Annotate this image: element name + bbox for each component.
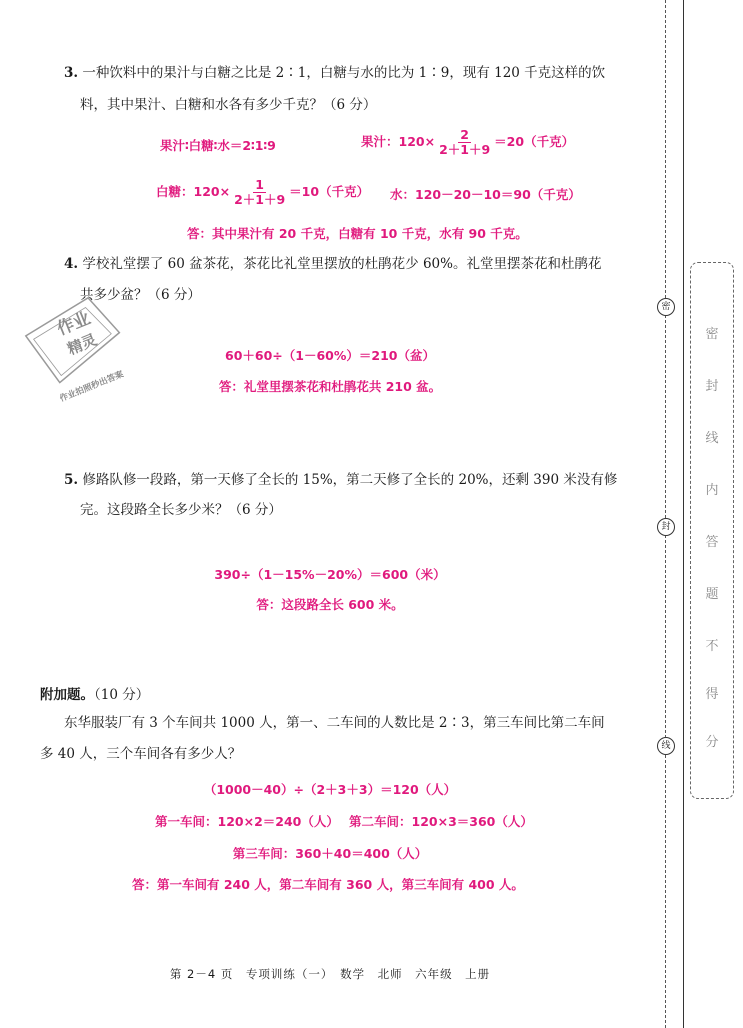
answer-final-q5: 答：这段路全长 600 米。 xyxy=(256,597,404,612)
bonus-heading xyxy=(40,685,149,705)
watermark-stamp xyxy=(12,288,140,408)
question-text: 一种饮料中的果汁与白糖之比是 2∶1，白糖与水的比为 1∶9，现有 120 千克这样的饮 xyxy=(82,65,606,81)
answer-workshop2: 第二车间：120×3＝360（人） xyxy=(349,814,533,829)
question-3-line2: 料，其中果汁、白糖和水各有多少千克？（6 分） xyxy=(80,97,377,113)
seal-char: 密 xyxy=(705,327,719,342)
answer-juice: 果汁：120× $\frac{2}{2+1+9}$ ＝20（千克） xyxy=(361,127,575,157)
seal-circle-1: 密 xyxy=(657,298,675,316)
fraction: $\frac{2}{2+1+9}$ xyxy=(439,127,491,157)
answer-sugar: 白糖：120× $\frac{1}{2+1+9}$ ＝10（千克） xyxy=(156,177,370,207)
bonus-score: （10 分） xyxy=(94,687,150,703)
answer-workshop1: 第一车间：120×2＝240（人） xyxy=(155,814,339,829)
seal-char: 线 xyxy=(705,431,719,446)
answer-calc-q5: 390÷（1－15%－20%）＝600（米） xyxy=(214,567,446,582)
answer-calc-bonus: （1000－40）÷（2＋3＋3）＝120（人） xyxy=(203,782,457,797)
seal-char: 分 xyxy=(705,735,719,750)
question-3 xyxy=(64,63,605,83)
question-4-line2: 共多少盆？（6 分） xyxy=(80,287,201,303)
page-footer: 第 2－4 页 专项训练（一） 数学 北师 六年级 上册 xyxy=(169,967,491,981)
question-4 xyxy=(64,254,601,274)
seal-char: 题 xyxy=(705,587,719,602)
seal-notice-box xyxy=(690,262,734,799)
question-number: 3. xyxy=(64,65,79,81)
bonus-line1: 东华服装厂有 3 个车间共 1000 人，第一、二车间的人数比是 2∶3，第三车间比第二车间 xyxy=(64,715,605,731)
stamp-line3: 作业拍照秒出答案 xyxy=(58,369,126,405)
bonus-title: 附加题。 xyxy=(40,687,94,703)
fraction: $\frac{1}{2+1+9}$ xyxy=(234,177,286,207)
question-number: 5. xyxy=(64,472,79,488)
question-text: 学校礼堂摆了 60 盆茶花，茶花比礼堂里摆放的杜鹃花少 60%。礼堂里摆茶花和杜鹃花 xyxy=(82,256,602,272)
seal-char: 不 xyxy=(705,639,719,654)
answer-final-q3: 答：其中果汁有 20 千克，白糖有 10 千克，水有 90 千克。 xyxy=(187,226,528,241)
cut-line xyxy=(665,0,666,1028)
answer-calc-q4: 60＋60÷（1－60%）＝210（盆） xyxy=(225,348,435,363)
answer-water: 水：120－20－10＝90（千克） xyxy=(390,187,581,202)
bonus-line2: 多 40 人，三个车间各有多少人？ xyxy=(40,746,242,762)
seal-char: 内 xyxy=(705,483,719,498)
question-text: 修路队修一段路，第一天修了全长的 15%，第二天修了全长的 20%，还剩 390 米没有修 xyxy=(82,472,618,488)
stamp-line1: 作业 xyxy=(54,308,94,340)
answer-workshop3: 第三车间：360＋40＝400（人） xyxy=(232,846,428,861)
answer-ratio: 果汁∶白糖∶水＝2∶1∶9 xyxy=(160,138,276,153)
margin-line xyxy=(683,0,684,1028)
seal-circle-2: 封 xyxy=(657,518,675,536)
answer-final-q4: 答：礼堂里摆茶花和杜鹃花共 210 盆。 xyxy=(218,379,442,394)
seal-char: 封 xyxy=(705,379,719,394)
seal-char: 得 xyxy=(705,687,719,702)
question-5 xyxy=(64,470,617,490)
seal-char: 答 xyxy=(705,535,719,550)
seal-circle-3: 线 xyxy=(657,737,675,755)
answer-final-bonus: 答：第一车间有 240 人，第二车间有 360 人，第三车间有 400 人。 xyxy=(132,877,524,892)
question-number: 4. xyxy=(64,256,79,272)
stamp-line2: 精灵 xyxy=(64,330,100,359)
question-5-line2: 完。这段路全长多少米？（6 分） xyxy=(80,502,282,518)
